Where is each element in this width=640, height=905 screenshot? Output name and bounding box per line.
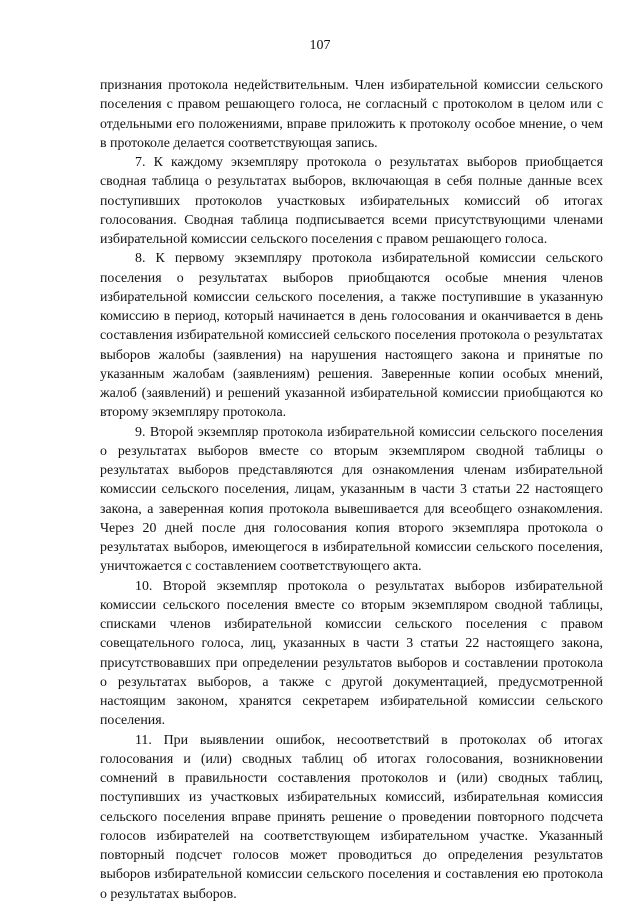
- paragraph-item-11: 11. При выявлении ошибок, несоответствий в протоколах об итогах голосования и (или) сводных таблиц об итогах голосования, возникновении сомнений в правильности составления протоколов и (или) сводных таблиц, поступивших из участковых избирательных комиссий, избирательная комиссия сельского поселения вправе принять решение о проведении повторного подсчета голосов избирателей на соответствующем избирательном участке. Указанный повторный подсчет голосов может проводиться до определения результатов выборов избирательной комиссии сельского поселения и составления ею протокола о результатах выборов.: [100, 732, 603, 902]
- paragraph-item-7: 7. К каждому экземпляру протокола о результатах выборов приобщается сводная таблица о результатах выборов, включающая в себя полные данные всех поступивших протоколов участковых избирательных комиссий об итогах голосования. Сводная таблица подписывается всеми присутствующими членами избирательной комиссии сельского поселения с правом решающего голоса.: [100, 155, 603, 247]
- paragraph-continuation: признания протокола недействительным. Член избирательной комиссии сельского поселения с правом решающего голоса, не согласный с протоколом в целом или с отдельными его положениями, вправе приложить к протоколу особое мнение, о чем в протоколе делается соответствующая запись.: [100, 78, 603, 151]
- document-body: [100, 76, 603, 904]
- paragraph-item-10: 10. Второй экземпляр протокола о результатах выборов избирательной комиссии сельского поселения вместе со вторым экземпляром сводной таблицы, списками членов избирательной комиссии сельского поселения с правом совещательного голоса, лиц, указанных в части 3 статьи 22 настоящего закона, присутствовавших при определении результатов выборов и составлении протокола о результатах выборов, а также с другой документацией, предусмотренной настоящим законом, хранятся секретарем избирательной комиссии сельского поселения.: [100, 578, 603, 729]
- page-number: 107: [309, 38, 331, 53]
- paragraph-item-9: 9. Второй экземпляр протокола избирательной комиссии сельского поселения о результатах выборов вместе со вторым экземпляром сводной таблицы о результатах выборов представляются для ознакомления членам избирательной комиссии сельского поселения, лицам, указанным в части 3 статьи 22 настоящего закона, а заверенная копия протокола вывешивается для всеобщего ознакомления. Через 20 дней после дня голосования копия второго экземпляра протокола о результатах выборов, имеющегося в избирательной комиссии сельского поселения, уничтожается с составлением соответствующего акта.: [100, 424, 603, 575]
- paragraph-item-8: 8. К первому экземпляру протокола избирательной комиссии сельского поселения о результатах выборов приобщаются особые мнения членов избирательной комиссии сельского поселения, а также поступившие в указанную комиссию в период, который начинается в день голосования и оканчивается в день составления избирательной комиссией сельского поселения протокола о результатах выборов жалобы (заявления) на нарушения настоящего закона и принятые по указанным жалобам (заявлениям) решения. Заверенные копии особых мнений, жалоб (заявлений) и решений указанной избирательной комиссии приобщаются ко второму экземпляру протокола.: [100, 251, 603, 421]
